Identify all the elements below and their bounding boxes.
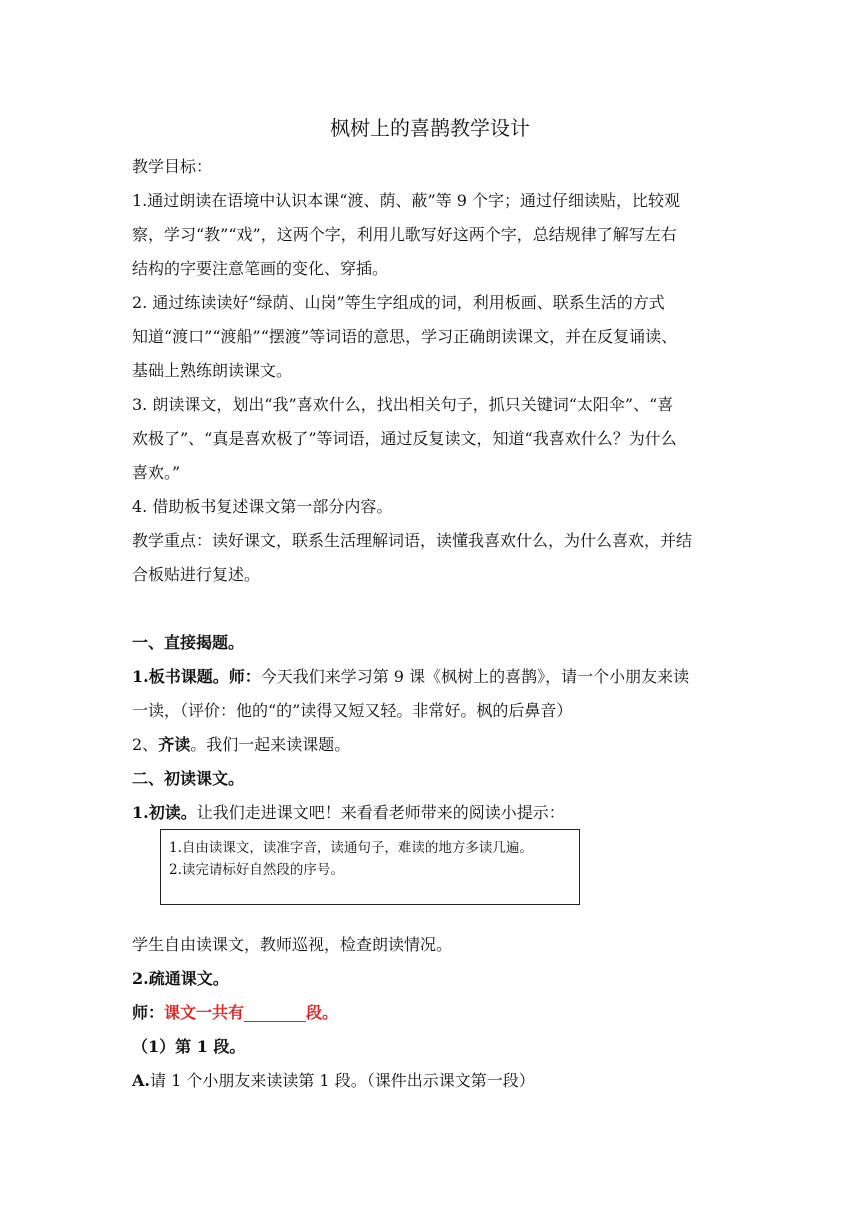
objectives-heading: 教学目标：: [132, 157, 213, 176]
objective-2-line-1: 2. 通过练读读好“绿荫、山岗”等生字组成的词，利用板画、联系生活的方式: [132, 293, 665, 312]
reading-tips-box: [160, 829, 580, 905]
reading-tip-1: 1.自由读课文，读准字音，读通句子，难读的地方多读几遍。: [169, 840, 533, 856]
objective-2-line-2: 知道“渡口”“渡船”“摆渡”等词语的意思，学习正确朗读课文，并在反复诵读、: [132, 327, 678, 346]
paragraph-1-step-a: [132, 1064, 732, 1098]
objective-4: 4. 借助板书复述课文第一部分内容。: [132, 497, 393, 516]
objective-3-line-1: 3. 朗读课文，划出“我”喜欢什么，找出相关句子，抓只关键词“太阳伞”、“喜: [132, 395, 674, 414]
question-text-b: 段。: [306, 1003, 339, 1022]
question-text-a: 课文一共有: [164, 1003, 245, 1022]
item-text: 让我们走进课文吧！来看看老师带来的阅读小提示：: [196, 803, 565, 822]
objective-1-line-3: 结构的字要注意笔画的变化、穿插。: [132, 259, 389, 278]
after-tips-text: 学生自由读课文，教师巡视，检查朗读情况。: [132, 935, 453, 954]
item-label: 1.初读。: [132, 803, 197, 822]
focus-line-1: 教学重点：读好课文，联系生活理解词语，读懂我喜欢什么，为什么喜欢，并结: [132, 531, 693, 550]
paragraph-1-heading: （1）第 1 段。: [132, 1037, 246, 1056]
teacher-label: 师：: [132, 1003, 165, 1022]
document-title: 枫树上的喜鹊教学设计: [330, 116, 530, 140]
section-2-item-2: 2.疏通课文。: [132, 969, 229, 988]
objective-2-line-3: 基础上熟练朗读课文。: [132, 361, 293, 380]
teacher-question: [132, 996, 732, 1030]
step-label: A.: [132, 1071, 150, 1090]
item-prefix: 2、: [132, 735, 159, 754]
section-1-item-1-line-2: 一读，（评价：他的“的”读得又短又轻。非常好。枫的后鼻音）: [132, 701, 573, 720]
reading-tip-2: 2.读完请标好自然段的序号。: [169, 862, 344, 878]
objective-1-line-1: 1.通过朗读在语境中认识本课“渡、荫、蔽”等 9 个字；通过仔细读贴，比较观: [132, 191, 680, 210]
item-label: 1.板书课题。师：: [132, 667, 261, 686]
section-2-heading: 二、初读课文。: [132, 769, 245, 788]
objective-1-line-2: 察，学习“教”“戏”，这两个字，利用儿歌写好这两个字，总结规律了解写左右: [132, 225, 677, 244]
section-1-item-2: [132, 728, 732, 762]
section-1-heading: 一、直接揭题。: [132, 633, 245, 652]
focus-line-2: 合板贴进行复述。: [132, 565, 261, 584]
step-text: 请 1 个小朋友来读读第 1 段。（课件出示课文第一段）: [149, 1071, 535, 1090]
item-label: 齐读: [158, 735, 191, 754]
item-text: 今天我们来学习第 9 课《枫树上的喜鹊》，请一个小朋友来读: [260, 667, 690, 686]
objective-3-line-3: 喜欢。”: [132, 463, 181, 482]
answer-blank: [244, 1003, 306, 1022]
item-text: 。我们一起来读课题。: [190, 735, 351, 754]
objective-3-line-2: 欢极了”、“真是喜欢极了”等词语，通过反复读文，知道“我喜欢什么？为什么: [132, 429, 677, 448]
section-1-item-1-line-1: [132, 660, 732, 694]
section-2-item-1: [132, 796, 732, 830]
